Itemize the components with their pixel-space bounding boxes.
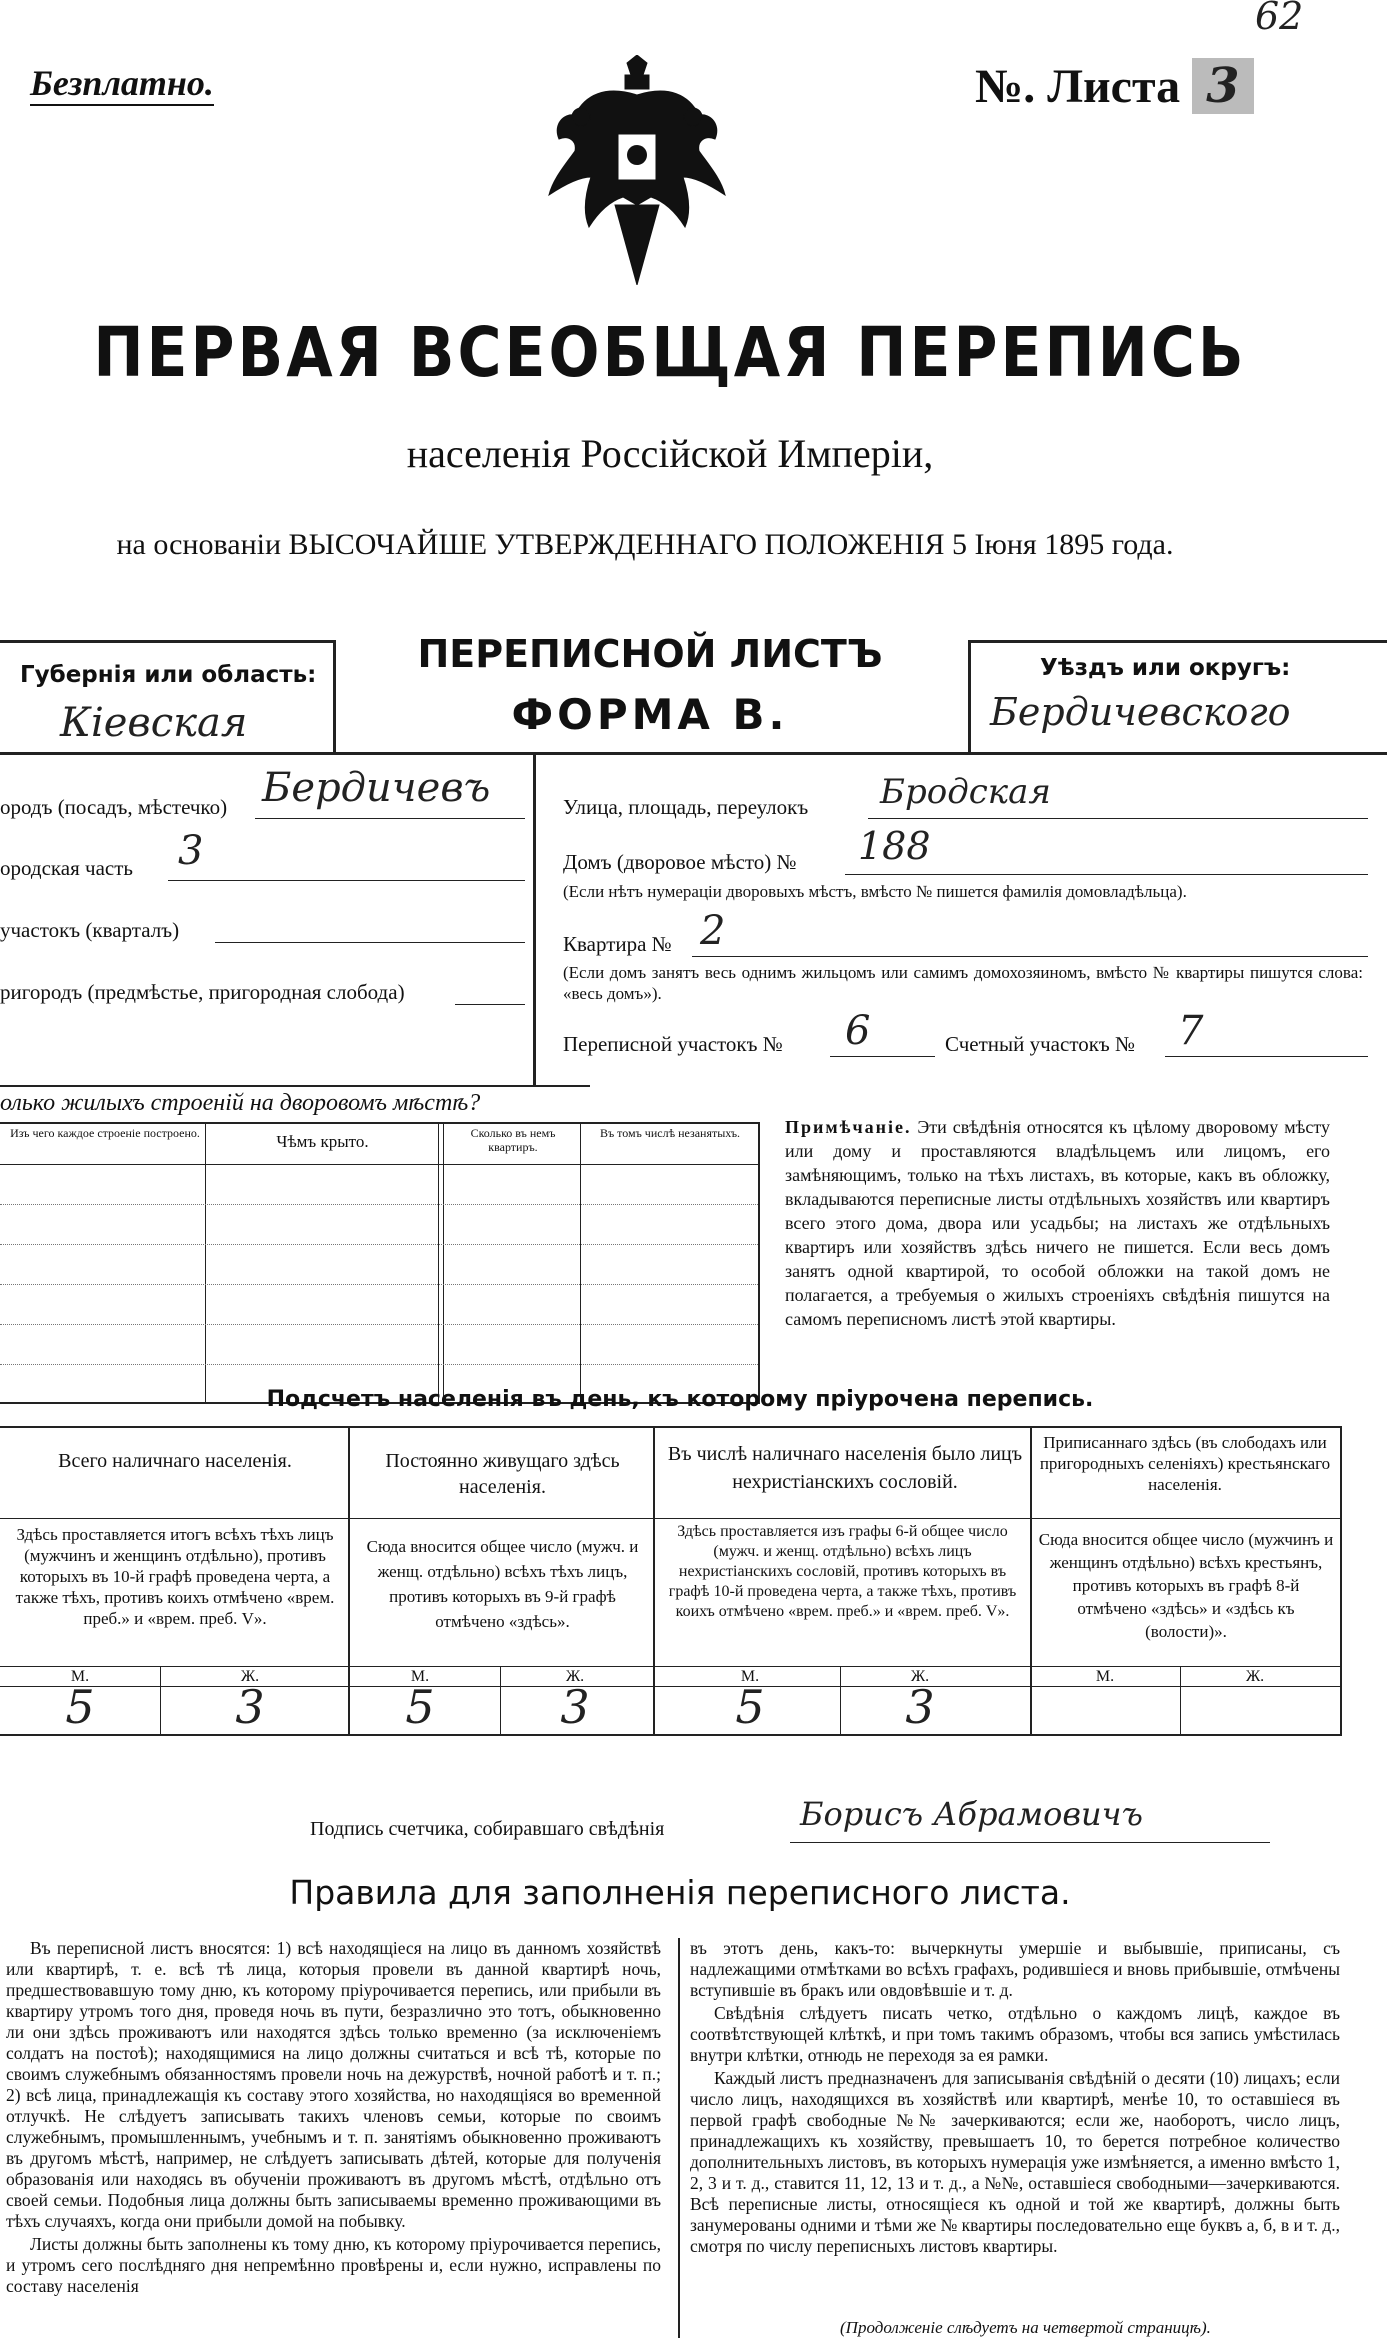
- rules-right-paragraph-2: Свѣдѣнія слѣдуетъ писать четко, отдѣльно о каждомъ лицѣ, каждое въ соотвѣтствующей клѣткѣ, и при томъ такимъ образомъ, чтобы вся запись умѣстилась внутри клѣтки, отнюдь не переходя за ея рамки.: [690, 2003, 1340, 2065]
- count-col2-f-value: 3: [560, 1680, 590, 1734]
- page-subtitle: населенія Россійской Имперіи,: [406, 431, 934, 476]
- count-col2-m-label: М.: [410, 1668, 430, 1685]
- basis-line: на основаніи ВЫСОЧАЙШЕ УТВЕРЖДЕННАГО ПОЛОЖЕНІЯ 5 Іюня 1895 года.: [116, 528, 1174, 561]
- count-col1-desc: Здѣсь проставляется итогъ всѣхъ тѣхъ лицъ (мужчинъ и женщинъ отдѣльно), противъ которыхъ въ 10-й графѣ проведена черта, а также тѣхъ, противъ коихъ отмѣчено «врем. преб.» и «врем. преб. V».: [15, 1525, 335, 1628]
- buildings-header-apartments: Сколько въ немъ квартиръ.: [470, 1126, 556, 1154]
- buildings-note: [785, 1115, 1330, 1331]
- page-number: 62: [1255, 0, 1304, 38]
- sheet-number-value: 3: [1192, 58, 1253, 114]
- rules-title: Правила для заполненія переписного листа.: [289, 1873, 1071, 1912]
- count-col2-m-value: 5: [405, 1680, 435, 1734]
- count-col2-head: Постоянно живущаго здѣсь населенія.: [385, 1450, 620, 1498]
- sheet-number-label: №. Листа: [975, 60, 1181, 113]
- count-col4-m-label: М.: [1095, 1668, 1115, 1685]
- note-label: Примѣчаніе.: [785, 1117, 912, 1137]
- count-col3-f-label: Ж.: [910, 1668, 930, 1685]
- page-title: ПЕРВАЯ ВСЕОБЩАЯ ПЕРЕПИСЬ: [93, 312, 1247, 394]
- province-label: Губернія или область:: [20, 662, 317, 688]
- rules-continued: (Продолженіе слѣдуетъ на четвертой страницѣ).: [840, 2318, 1211, 2337]
- apartment-value: 2: [700, 908, 726, 954]
- city-label: ородъ (посадъ, мѣстечко): [0, 795, 228, 819]
- apartment-note: (Если домъ занятъ весь однимъ жильцомъ или самимъ домохозяиномъ, вмѣсто № квартиры пишутся слова: «весь домъ»).: [563, 963, 1363, 1003]
- buildings-header-material: Изъ чего каждое строеніе построено.: [10, 1126, 200, 1140]
- buildings-header-vacant: Въ томъ числѣ незанятыхъ.: [599, 1126, 741, 1140]
- street-label: Улица, площадь, переулокъ: [563, 795, 809, 819]
- house-label: Домъ (дворовое мѣсто) №: [563, 850, 797, 874]
- sheet-number: [975, 58, 1254, 114]
- census-district-label: Переписной участокъ №: [563, 1032, 783, 1056]
- count-col1-m-label: М.: [70, 1668, 90, 1685]
- street-value: Бродская: [880, 772, 1051, 812]
- census-district-value: 6: [845, 1008, 871, 1054]
- rules-left-paragraph-2: Листы должны быть заполнены къ тому дню, къ которому пріурочивается перепись, и утромъ сего послѣдняго дня непремѣнно провѣрены и, если нужно, исправлены по составу населенія: [6, 2234, 661, 2296]
- city-part-label: ородская часть: [0, 856, 133, 880]
- count-col3-f-value: 3: [905, 1680, 935, 1734]
- count-table: [0, 1426, 1342, 1736]
- count-district-value: 7: [1178, 1008, 1204, 1054]
- count-col3-m-value: 5: [735, 1680, 765, 1734]
- province-value: Кіевская: [60, 700, 248, 746]
- count-title: Подсчетъ населенія въ день, къ которому пріурочена перепись.: [266, 1387, 1094, 1412]
- note-text: Эти свѣдѣнія относятся къ цѣлому дворовому мѣсту или дому и проставляются владѣльцемъ или лицомъ, его замѣняющимъ, только на тѣхъ листахъ, въ которые, какъ въ обложку, вкладываются переписные листы отдѣльныхъ хозяйствъ или квартиръ всего этого дома, двора или усадьбы; на листахъ же отдѣльныхъ квартиръ или хозяйствъ здѣсь ничего не пишется. Если весь домъ занятъ одной квартирой, то особой обложки на такой домъ не полагается, а требуемыя о жилыхъ строеніяхъ свѣдѣнія пишутся на самомъ переписномъ листѣ этой квартиры.: [785, 1117, 1331, 1329]
- count-col4-f-label: Ж.: [1245, 1668, 1265, 1685]
- free-label: Безплатно.: [30, 62, 214, 106]
- rules-right-paragraph-3: Каждый листъ предназначенъ для записыванія свѣдѣній о десяти (10) лицахъ; если число лицъ, находящихся въ хозяйствѣ или квартирѣ, менѣе 10, то оставшіеся въ первой графѣ свободные №№ зачеркиваются; если же, наоборотъ, число лицъ, принадлежащихъ къ хозяйству, превышаетъ 10, то берется потребное количество дополнительныхъ листовъ, въ которыхъ нумерація уже измѣняется, а именно вмѣсто 1, 2, 3 и т. д., ставится 11, 12, 13 и т. д., а №№, оставшіеся свободными—зачеркиваются. Всѣ переписные листы, относящіеся къ одной и той же квартирѣ, должны быть занумерованы одними и тѣми же № квартиры последовательно еще буквъ а, б, в и т. д., смотря по числу переписныхъ листовъ квартиры.: [690, 2068, 1341, 2256]
- count-col1-f-value: 3: [235, 1680, 265, 1734]
- count-col3-desc: Здѣсь проставляется изъ графы 6-й общее число (мужч. и женщ. отдѣльно) всѣхъ лицъ нехристіанскихъ сословій, противъ которыхъ въ графѣ 10-й проведена черта, а также тѣхъ, противъ коихъ отмѣчено «врем. преб.» и «врем. преб. V».: [668, 1523, 1017, 1620]
- count-col1-m-value: 5: [65, 1680, 95, 1734]
- district-label: Уѣздъ или округъ:: [1040, 655, 1291, 681]
- double-headed-eagle-icon: [545, 55, 730, 285]
- count-col1-head: Всего наличнаго населенія.: [58, 1450, 292, 1472]
- house-value: 188: [858, 824, 931, 868]
- count-col2-desc: Сюда вносится общее число (мужч. и женщ. отдѣльно) всѣхъ тѣхъ лицъ, противъ которыхъ въ 9-й графѣ отмѣчено «здѣсь».: [366, 1537, 639, 1631]
- rules-left-paragraph-1: Въ переписной листъ вносятся: 1) всѣ находящіеся на лицо въ данномъ хозяйствѣ или квартирѣ, т. е. всѣ тѣ лица, которыя провели въ данной квартирѣ ночь, предшествовавшую тому дню, къ которому пріурочивается перепись, или прибыли въ квартиру утромъ того дня, проведя ночь въ пути, безразлично это тотъ, обыкновенно ли они здѣсь проживаютъ или находятся здѣсь только временно (за исключеніемъ солдатъ на постоѣ); находящимися на лицо должны считаться и всѣ тѣ, которые по своимъ служебнымъ обязанностямъ провели ночь на дежурствѣ, ночной работѣ и т. п.; 2) всѣ лица, принадлежащія къ составу этого хозяйства, но находящіяся во временной отлучкѣ. Не слѣдуетъ записывать такихъ членовъ семьи, которые по своимъ служебнымъ, промышленнымъ, учебнымъ и т. п. занятіямъ обыкновенно проживаютъ въ другомъ мѣстѣ, например, не слѣдуетъ записывать дѣтей, которые для полученія образованія или находясь въ обученіи проживаютъ въ другомъ мѣстѣ, отдѣльно отъ своей семьи. Подобныя лица должны быть записываемы временно проживающими въ тѣхъ случаяхъ, когда они прибыли домой на побывку.: [6, 1938, 661, 2231]
- form-title: ПЕРЕПИСНОЙ ЛИСТЪ: [417, 632, 883, 676]
- signature-label: Подпись счетчика, собиравшаго свѣдѣнія: [310, 1818, 665, 1840]
- buildings-header-roof: Чѣмъ крыто.: [276, 1132, 369, 1151]
- suburb-label: ригородъ (предмѣстье, пригородная слобода): [0, 980, 405, 1004]
- buildings-question: олько жилыхъ строеній на дворовомъ мѣстѣ?: [0, 1090, 481, 1116]
- rules-right-paragraph-1: въ этотъ день, какъ-то: вычеркнуты умершіе и выбывшіе, приписаны, съ надлежащими отмѣтками во всѣхъ графахъ, родившіеся и вновь прибывшіе, отмѣчены вступившіе въ бракъ или овдовѣвшіе и т. д.: [690, 1938, 1340, 2000]
- rules-right-column: [690, 1938, 1340, 2259]
- count-col3-head: Въ числѣ наличнаго населенія было лицъ нехристіанскихъ сословій.: [667, 1443, 1023, 1493]
- apartment-label: Квартира №: [563, 932, 672, 956]
- form-name: ФОРМА В.: [511, 690, 789, 739]
- city-part-value: 3: [178, 828, 204, 874]
- section-label: участокъ (кварталъ): [0, 918, 180, 942]
- district-value: Бердичевского: [990, 690, 1291, 734]
- city-value: Бердичевъ: [262, 765, 491, 811]
- count-col4-desc: Сюда вносится общее число (мужчинъ и женщинъ отдѣльно) всѣхъ крестьянъ, противъ которыхъ въ графѣ 8-й отмѣчено «здѣсь» и «здѣсь къ (волости)».: [1038, 1530, 1334, 1641]
- buildings-table: [0, 1122, 760, 1404]
- count-district-label: Счетный участокъ №: [945, 1032, 1136, 1056]
- count-col2-f-label: Ж.: [565, 1668, 585, 1685]
- rules-left-column: [6, 1938, 661, 2299]
- signature-value: Борисъ Абрамовичъ: [800, 1795, 1143, 1833]
- count-col1-f-label: Ж.: [240, 1668, 260, 1685]
- count-col3-m-label: М.: [740, 1668, 760, 1685]
- count-col4-head: Приписаннаго здѣсь (въ слободахъ или пригородныхъ селеніяхъ) крестьянскаго населенія.: [1039, 1433, 1331, 1494]
- house-note: (Если нѣтъ нумераціи дворовыхъ мѣстъ, вмѣсто № пишется фамилія домовладѣльца).: [563, 882, 1187, 901]
